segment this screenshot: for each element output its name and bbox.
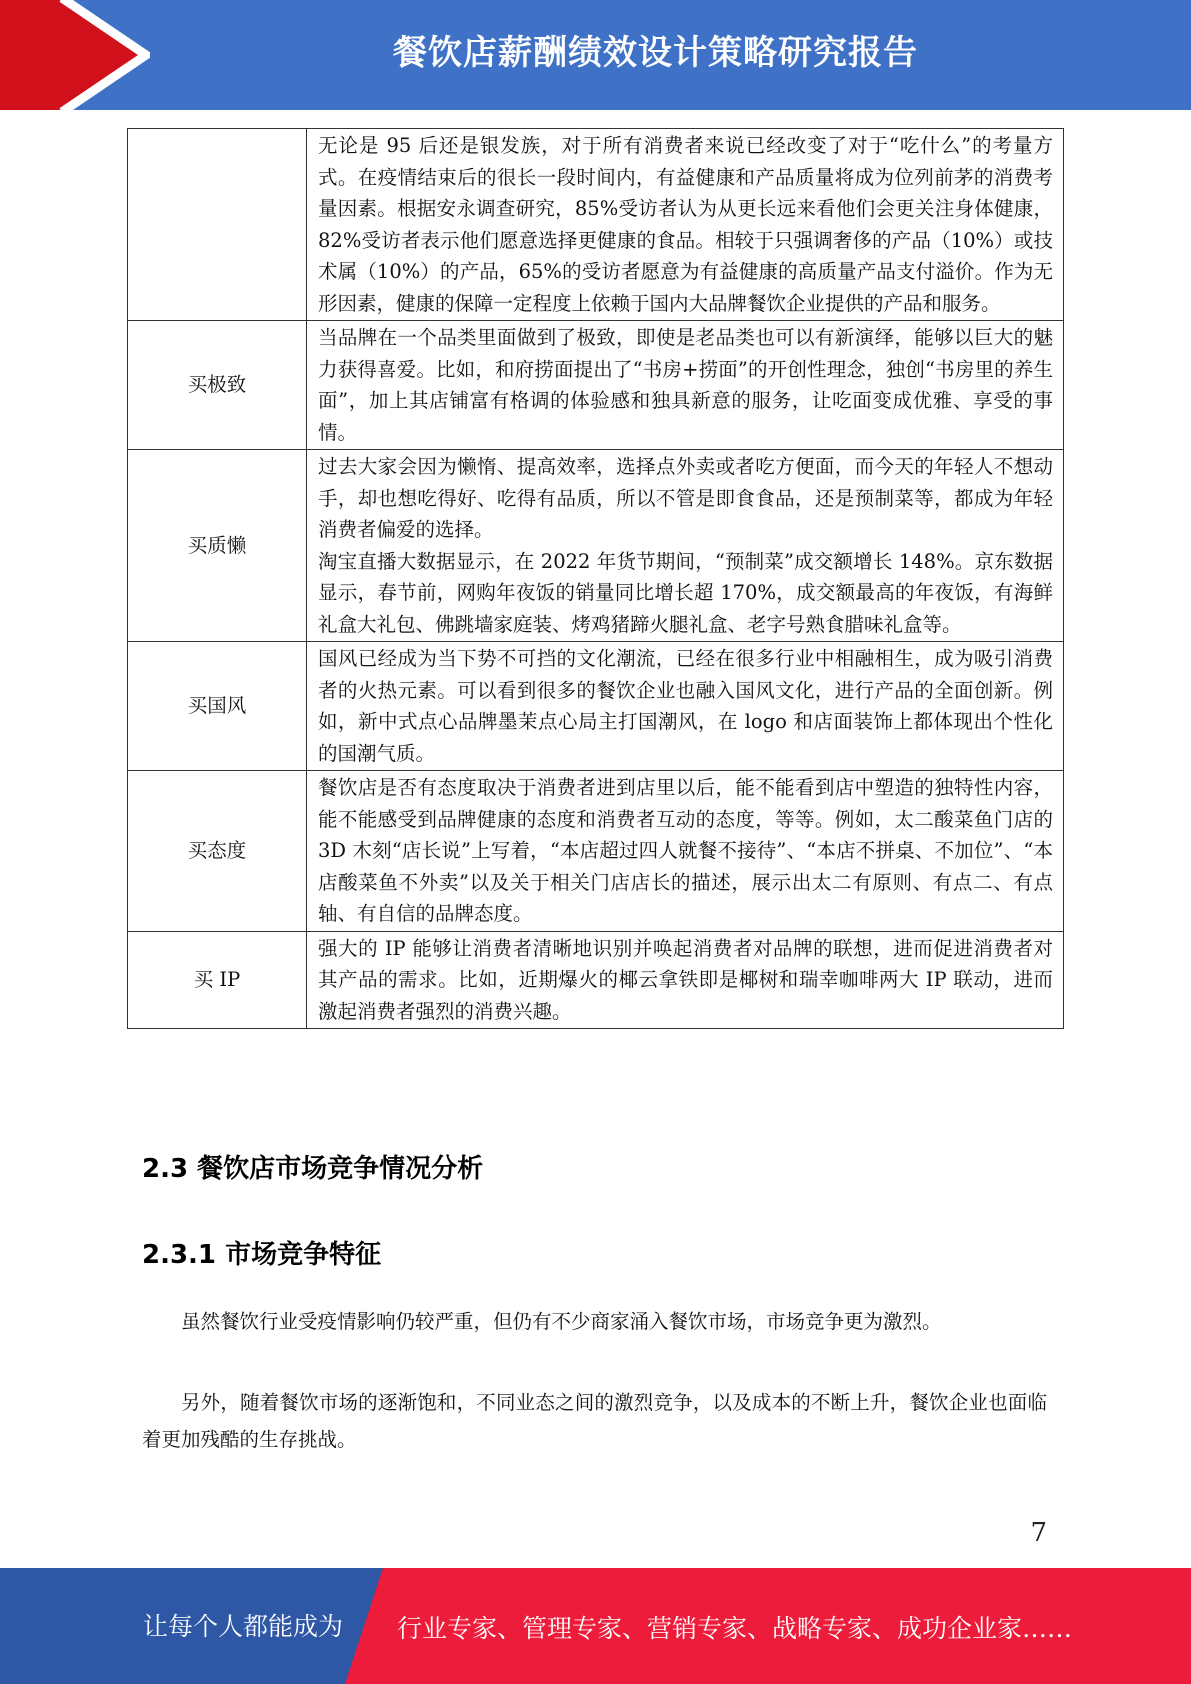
- body-paragraph: 另外，随着餐饮市场的逐渐饱和，不同业态之间的激烈竞争，以及成本的不断上升，餐饮企业也面临着更加残酷的生存挑战。: [142, 1391, 1047, 1451]
- row-content: [307, 450, 1064, 642]
- row-content: [307, 642, 1064, 771]
- footer-slogan-right: 行业专家、管理专家、营销专家、战略专家、成功企业家……: [397, 1614, 1073, 1643]
- body-paragraph: 虽然餐饮行业受疫情影响仍较严重，但仍有不少商家涌入餐饮市场，市场竞争更为激烈。: [181, 1310, 942, 1333]
- row-content: [307, 931, 1064, 1029]
- footer-slogan-left: 让每个人都能成为: [143, 1612, 344, 1641]
- row-paragraph: 当品牌在一个品类里面做到了极致，即使是老品类也可以有新演绎，能够以巨大的魅力获得喜爱。比如，和府捞面提出了“书房+捞面”的开创性理念，独创“书房里的养生面”，加上其店铺富有格调的体验感和独具新意的服务，让吃面变成优雅、享受的事情。: [318, 326, 1053, 444]
- section-heading: 2.3 餐饮店市场竞争情况分析: [142, 1154, 484, 1184]
- page-header: [0, 0, 1191, 110]
- row-paragraph: 过去大家会因为懒惰、提高效率，选择点外卖或者吃方便面，而今天的年轻人不想动手，却也想吃得好、吃得有品质，所以不管是即食食品，还是预制菜等，都成为年轻消费者偏爱的选择。: [318, 455, 1053, 541]
- table-row: [128, 321, 1064, 450]
- row-paragraph: 强大的 IP 能够让消费者清晰地识别并唤起消费者对品牌的联想，进而促进消费者对其产品的需求。比如，近期爆火的椰云拿铁即是椰树和瑞幸咖啡两大 IP 联动，进而激起消费者强烈的消费兴趣。: [318, 936, 1053, 1023]
- row-content: [307, 771, 1064, 932]
- page-footer: [0, 1568, 1191, 1684]
- page-number: 7: [1030, 1518, 1047, 1548]
- table-row: [128, 642, 1064, 771]
- table-row: [128, 129, 1064, 321]
- row-label: 买态度: [128, 771, 307, 932]
- table-row: [128, 771, 1064, 932]
- row-content: [307, 129, 1064, 321]
- subsection-heading: 2.3.1 市场竞争特征: [142, 1240, 382, 1270]
- row-paragraph: 淘宝直播大数据显示，在 2022 年货节期间，“预制菜”成交额增长 148%。京东数据显示，春节前，网购年夜饭的销量同比增长超 170%，成交额最高的年夜饭，有海鲜礼盒大礼包、佛跳墙家庭装、烤鸡猪蹄火腿礼盒、老字号熟食腊味礼盒等。: [318, 549, 1053, 636]
- row-paragraph: 餐饮店是否有态度取决于消费者进到店里以后，能不能看到店中塑造的独特性内容，能不能感受到品牌健康的态度和消费者互动的态度，等等。例如，太二酸菜鱼门店的 3D 木刻“店长说”上写着，“本店超过四人就餐不接待”、“本店不拼桌、不加位”、“本店酸菜鱼不外卖”以及关于相关门店店长的描述，展示出太二有原则、有点二、有点轴、有自信的品牌态度。: [318, 776, 1053, 925]
- consumer-trends-table: [127, 128, 1064, 1029]
- row-content: [307, 321, 1064, 450]
- row-paragraph: 无论是 95 后还是银发族，对于所有消费者来说已经改变了对于“吃什么”的考量方式。在疫情结束后的很长一段时间内，有益健康和产品质量将成为位列前茅的消费考量因素。根据安永调查研究，85%受访者认为从更长远来看他们会更关注身体健康，82%受访者表示他们愿意选择更健康的食品。相较于只强调奢侈的产品（10%）或技术属（10%）的产品，65%的受访者愿意为有益健康的高质量产品支付溢价。作为无形因素，健康的保障一定程度上依赖于国内大品牌餐饮企业提供的产品和服务。: [318, 134, 1053, 315]
- row-label: 买质懒: [128, 450, 307, 642]
- row-label: 买 IP: [128, 931, 307, 1029]
- table-row: [128, 931, 1064, 1029]
- row-label: 买国风: [128, 642, 307, 771]
- red-arrow-decoration: [0, 0, 150, 110]
- header-title: 餐饮店薪酬绩效设计策略研究报告: [393, 33, 918, 73]
- trends-table: [127, 128, 1064, 1029]
- row-paragraph: 国风已经成为当下势不可挡的文化潮流，已经在很多行业中相融相生，成为吸引消费者的火热元素。可以看到很多的餐饮企业也融入国风文化，进行产品的全面创新。例如，新中式点心品牌墨茉点心局主打国潮风，在 logo 和店面装饰上都体现出个性化的国潮气质。: [318, 647, 1053, 765]
- row-label: 买极致: [128, 321, 307, 450]
- table-row: [128, 450, 1064, 642]
- row-label: [128, 129, 307, 321]
